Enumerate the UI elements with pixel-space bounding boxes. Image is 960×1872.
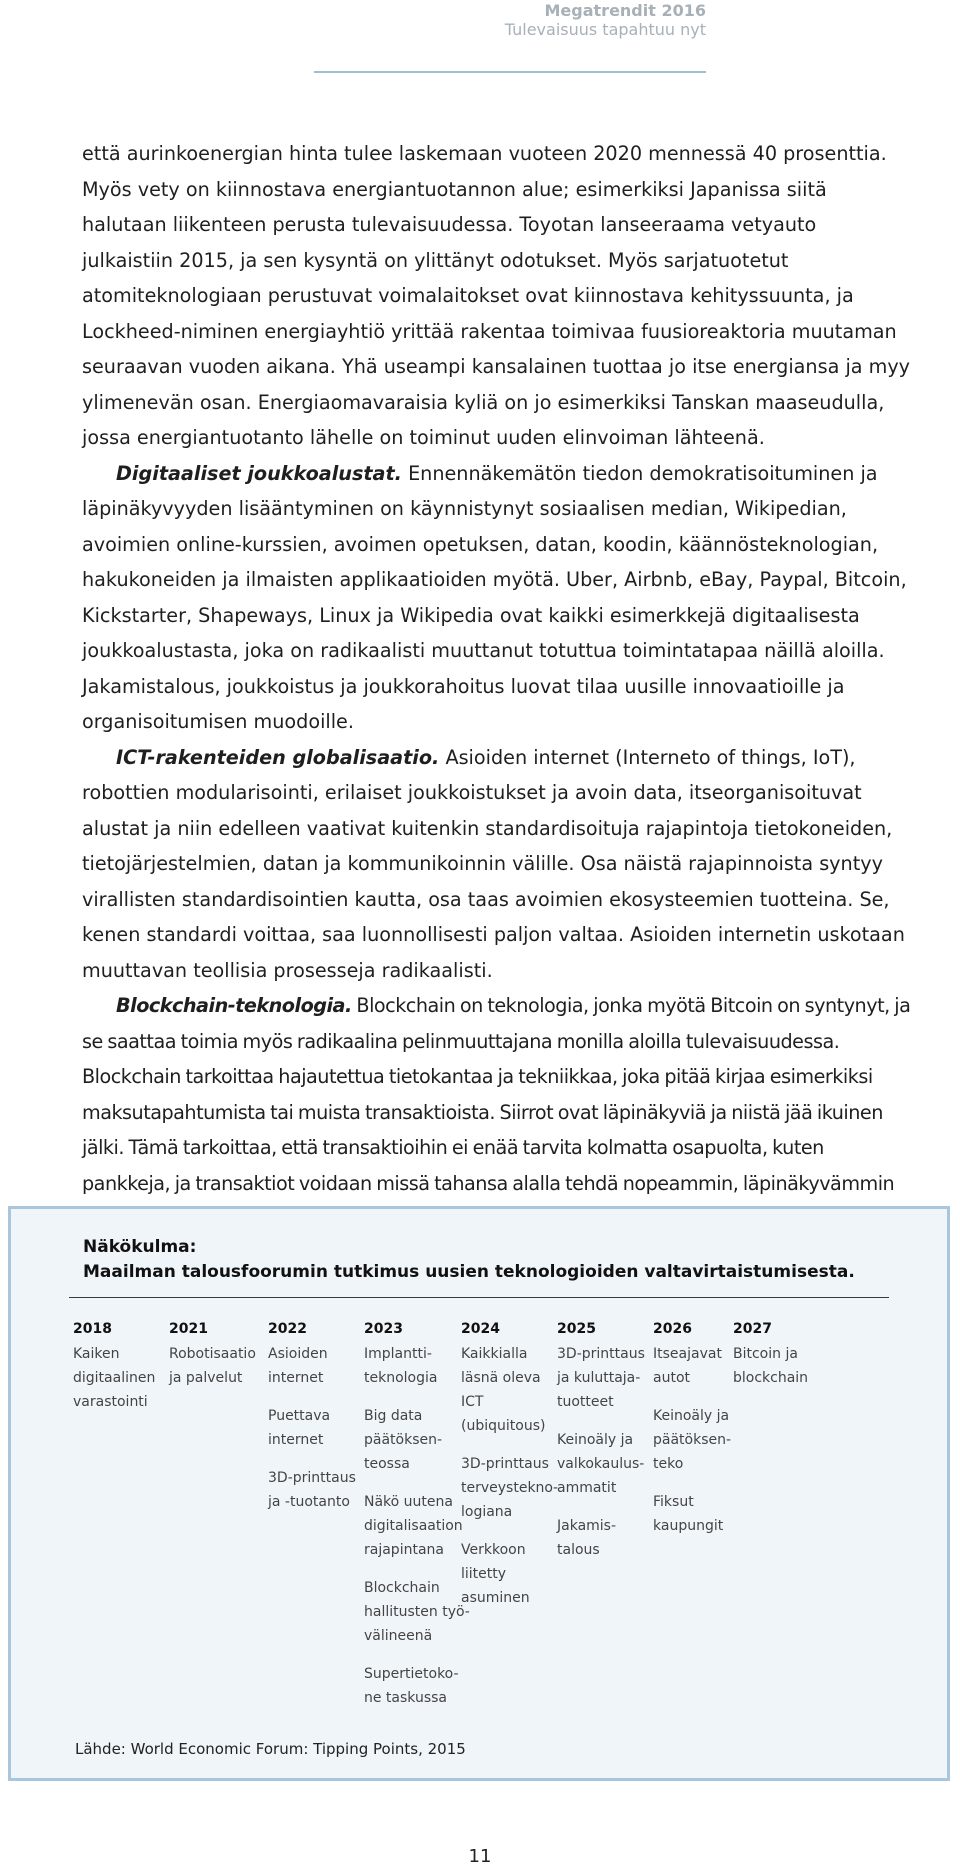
- paragraph-blockchain-text: Blockchain on teknologia, jonka myötä Bitcoin on syntynyt, ja se saattaa toimia myös radikaalina pelinmuuttajana monilla aloilla tulevaisuudessa. Blockchain tarkoittaa hajautettua tietokantaa ja tekniikkaa, joka pitää kirjaa esimerkiksi maksutapahtumista tai muista transaktioista. Siirrot ovat läpinäkyviä ja niistä jää ikuinen jälki. Tämä tarkoittaa, että transaktioihin ei enää tarvita kolmatta osapuolta, kuten pankkeja, ja transaktiot voidaan missä tahansa alalla tehdä nopeammin, läpinäkyvämmin: [82, 994, 911, 1195]
- timeline-column-2027: [733, 1319, 843, 1404]
- timeline-item: Näkö uutena digitalisaation rajapintana: [364, 1494, 463, 1558]
- timeline-item: Keinoäly ja päätöksen- teko: [653, 1408, 732, 1472]
- paragraph-ict-globalisation: [82, 740, 912, 989]
- header-rule: [314, 71, 706, 73]
- timeline-item: Big data päätöksen- teossa: [364, 1408, 443, 1472]
- timeline-year: 2021: [169, 1321, 208, 1337]
- heading-blockchain: Blockchain-teknologia.: [116, 994, 352, 1017]
- running-header: [505, 2, 706, 40]
- box-divider: [69, 1297, 889, 1298]
- timeline-item: Fiksut kaupungit: [653, 1494, 724, 1534]
- timeline-item: Blockchain hallitusten työ- välineenä: [364, 1580, 470, 1644]
- timeline-column-2018: [73, 1319, 183, 1428]
- paragraph-blockchain: [82, 988, 912, 1237]
- article-body: [82, 136, 912, 1237]
- timeline-item: 3D-printtaus terveysteknо- logiana: [461, 1456, 559, 1520]
- box-title-line2: Maailman talousfoorumin tutkimus uusien teknologioiden valtavirtaistumisesta.: [83, 1262, 855, 1282]
- box-source: Lähde: World Economic Forum: Tipping Points, 2015: [75, 1740, 466, 1758]
- timeline-item: Keinoäly ja valkokaulus- ammatit: [557, 1432, 645, 1496]
- timeline-column-2025: [557, 1319, 667, 1576]
- paragraph-ict-globalisation-text: Asioiden internet (Interneto of things, IoT), robottien modularisointi, erilaiset joukkoistukset ja avoin data, itseorganisoituvat alustat ja niin edelleen vaativat kuitenkin standardisoituja rajapintoja tietokoneiden, tietojärjestelmien, datan ja kommunikoinnin välille. Osa näistä rajapinnoista syntyy virallisten standardisointien kautta, osa taas avoimien ekosysteemien tuotteina. Se, kenen standardi voittaa, saa luonnollisesti paljon valtaa. Asioiden internetin uskotaan muuttavan teollisia prosesseja radikaalisti.: [82, 745, 905, 982]
- timeline-item: Supertietoko- ne taskussa: [364, 1666, 459, 1706]
- timeline-year: 2025: [557, 1321, 596, 1337]
- timeline-year: 2024: [461, 1321, 500, 1337]
- paragraph-digital-platforms: [82, 456, 912, 740]
- timeline-column-2023: [364, 1319, 474, 1724]
- timeline-item: Verkkoon liitetty asuminen: [461, 1542, 530, 1606]
- timeline-item: Kaikkialla läsnä oleva ICT (ubiquitous): [461, 1346, 546, 1434]
- header-title: Megatrendit 2016: [544, 1, 706, 20]
- timeline-item: Robotisaatio ja palvelut: [169, 1346, 256, 1386]
- timeline-year: 2022: [268, 1321, 307, 1337]
- timeline-year: 2018: [73, 1321, 112, 1337]
- timeline-year: 2027: [733, 1321, 772, 1337]
- heading-digital-platforms: Digitaaliset joukkoalustat.: [116, 461, 402, 485]
- header-subtitle: Tulevaisuus tapahtuu nyt: [504, 20, 706, 39]
- timeline-item: Itseajavat autot: [653, 1346, 722, 1386]
- paragraph-energy: [82, 136, 912, 456]
- paragraph-digital-platforms-text: Ennennäkemätön tiedon demokratisoituminen ja läpinäkyvyyden lisääntyminen on käynnistynyt sosiaalisen median, Wikipedian, avoimien online-kurssien, avoimen opetuksen, datan, koodin, käännösteknologian, hakukoneiden ja ilmaisten applikaatioiden myötä. Uber, Airbnb, eBay, Paypal, Bitcoin, Kickstarter, Shapeways, Linux ja Wikipedia ovat kaikki esimerkkejä digitaalisesta joukkoalustasta, joka on radikaalisti muuttanut totuttua toimintatapaa näillä aloilla. Jakamistalous, joukkoistus ja joukkorahoitus luovat tilaa uusille innovaatioille ja organisoitumisen muodoille.: [82, 461, 907, 733]
- timeline-column-2024: [461, 1319, 571, 1624]
- timeline-item: Kaiken digitaalinen varastointi: [73, 1346, 156, 1410]
- timeline-item: Jakamis- talous: [557, 1518, 617, 1558]
- box-title: [83, 1235, 855, 1285]
- timeline-column-2021: [169, 1319, 279, 1404]
- timeline-column-2022: [268, 1319, 378, 1528]
- page-number: 11: [468, 1846, 492, 1867]
- timeline-item: Bitcoin ja blockchain: [733, 1346, 809, 1386]
- paragraph-energy-text: että aurinkoenergian hinta tulee laskemaan vuoteen 2020 mennessä 40 prosenttia. Myös vety on kiinnostava energiantuotannon alue; esimerkiksi Japanissa siitä halutaan liikenteen perusta tulevaisuudessa. Toyotan lanseeraama vetyauto julkaistiin 2015, ja sen kysyntä on ylittänyt odotukset. Myös sarjatuotetut atomiteknologiaan perustuvat voimalaitokset ovat kiinnostava kehityssuunta, ja Lockheed-niminen energiayhtiö yrittää rakentaa toimivaa fuusioreaktoria muutaman seuraavan vuoden aikana. Yhä useampi kansalainen tuottaa jo itse energiansa ja myy ylimenevän osan. Energiaomavaraisia kyliä on jo esimerkiksi Tanskan maaseudulla, jossa energiantuotanto lähelle on toiminut uuden elinvoiman lähteenä.: [82, 142, 911, 449]
- perspective-box: [8, 1206, 950, 1781]
- timeline-year: 2023: [364, 1321, 403, 1337]
- timeline-item: Puettava internet: [268, 1408, 331, 1448]
- timeline-item: Implantti- teknologia: [364, 1346, 438, 1386]
- timeline-item: Asioiden internet: [268, 1346, 328, 1386]
- box-title-line1: Näkökulma:: [83, 1237, 197, 1257]
- timeline-item: 3D-printtaus ja -tuotanto: [268, 1470, 356, 1510]
- heading-ict-globalisation: ICT-rakenteiden globalisaatio.: [116, 745, 440, 769]
- timeline-year: 2026: [653, 1321, 692, 1337]
- timeline-item: 3D-printtaus ja kuluttaja- tuotteet: [557, 1346, 645, 1410]
